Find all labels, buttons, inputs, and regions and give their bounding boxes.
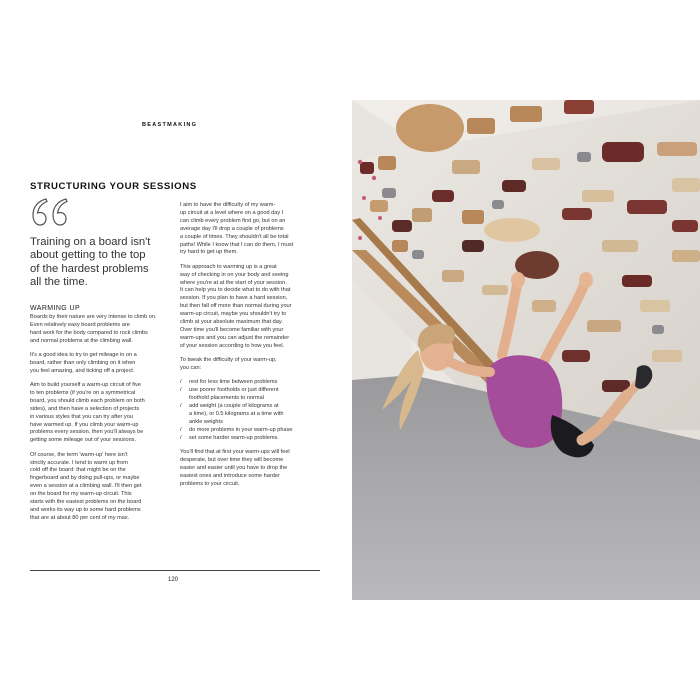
pull-quote (30, 236, 160, 290)
bullet-slash-icon: / (180, 387, 182, 394)
text-line: easiest ones and introduce some harder (180, 472, 280, 479)
text-line: It can help you to decide what to do with that (180, 287, 291, 294)
text-line: Over time you'll become familiar with your (180, 326, 284, 333)
text-line: in various styles that you can try after you (30, 413, 133, 420)
text-line: add weight (a couple of kilograms at (189, 403, 279, 410)
text-line: getting some mileage out of your sessions. (30, 437, 137, 444)
tweak-list (180, 379, 323, 442)
bullet-slash-icon: / (180, 379, 182, 386)
text-line: that are at about 80 per cent of my max. (30, 514, 130, 521)
quotation-mark-icon (30, 196, 70, 228)
text-line: session. If you plan to have a hard session, (180, 295, 288, 302)
section-title: STRUCTURING YOUR SESSIONS (30, 181, 197, 192)
text-line: even a session at a climbing wall. I'll then get (30, 483, 142, 490)
body-paragraph (30, 452, 170, 523)
right-paragraphs-after (180, 449, 323, 489)
text-line: foothold placements to normal (189, 395, 264, 402)
bullet-slash-icon: / (180, 434, 182, 441)
subheading: WARMING UP (30, 305, 81, 312)
text-line: on the board for my warm-up circuit. This (30, 491, 132, 498)
text-line: Boards by their nature are very intense to climb on. (30, 313, 157, 320)
text-line: where you're at at the start of your session. (180, 279, 287, 286)
text-line: to ten problems (if you're on a symmetrical (30, 389, 136, 396)
text-line: I aim to have the difficulty of my warm- (180, 202, 276, 208)
text-line: cold off the board: that might be on the (30, 467, 126, 474)
text-line: Aim to build yourself a warm-up circuit of five (30, 382, 141, 389)
text-line: It's a good idea to try to get mileage in on a (30, 351, 137, 358)
text-line: easier and easier until you have to drop the (180, 464, 288, 471)
text-line: board, rather than only climbing on it when (30, 359, 136, 366)
text-line: starts with the easiest problems on the board (30, 499, 142, 506)
bullet-slash-icon: / (180, 426, 182, 433)
pull-quote-line: all the time. (30, 276, 88, 289)
list-item (180, 379, 323, 387)
climber-on-board-image (352, 100, 700, 600)
text-line: paths! While I know that I can do them, I must (180, 241, 294, 248)
text-line: but then fall off more than normal during your (180, 303, 292, 310)
body-paragraph (180, 449, 323, 489)
left-text-column (30, 305, 170, 529)
text-line: of your session according to how you feel. (180, 342, 285, 349)
list-item (180, 435, 323, 443)
body-paragraph (180, 357, 323, 373)
text-line: and works its way up to some hard problems (30, 507, 141, 514)
body-paragraph (30, 382, 170, 445)
page-number: 120 (168, 577, 179, 583)
right-paragraphs-before (180, 202, 323, 373)
text-line: do more problems in your warm-up phase (189, 426, 293, 433)
text-line: and normal problems at the climbing wall. (30, 337, 133, 344)
text-line: a couple of times. They shouldn't all be total (180, 233, 289, 240)
text-line: ankle weights (189, 418, 223, 425)
text-line: set some harder warm-up problems. (189, 434, 279, 441)
text-line: Even relatively easy board problems are (30, 321, 130, 328)
body-paragraph (30, 352, 170, 376)
text-line: rest for less time between problems (189, 379, 278, 386)
board-climbing-photo (352, 100, 700, 600)
text-line: hard work for the body compared to rock climbs (30, 329, 148, 336)
right-text-column (180, 202, 323, 495)
pull-quote-line: Training on a board isn't (30, 236, 151, 248)
text-line: a time), or 0.5 kilograms at a time with (189, 410, 284, 417)
list-item (180, 403, 323, 427)
bullet-slash-icon: / (180, 403, 182, 410)
text-line: climb at your absolute maximum that day. (180, 319, 283, 326)
text-line: you can: (180, 365, 202, 371)
list-item (180, 387, 323, 403)
text-line: warm-ups and you can adjust the remainder (180, 334, 290, 341)
text-line: board, you should climb each problem on both (30, 397, 145, 404)
text-line: can climb every problem first go, but on an (180, 217, 286, 224)
text-line: Of course, the term 'warm-up' here isn't (30, 451, 128, 458)
text-line: warm-up circuit, maybe you shouldn't try to (180, 311, 287, 318)
pull-quote-line: about getting to the top (30, 249, 146, 262)
text-line: This approach to warming up is a great (180, 263, 277, 270)
text-line: You'll find that at first your warm-ups will feel (180, 448, 290, 455)
text-line: To tweak the difficulty of your warm-up, (180, 357, 277, 364)
text-line: desperate, but over time they will become (180, 456, 284, 463)
text-line: average day I'll drop a couple of problems (180, 225, 284, 232)
text-line: strictly accurate. I tend to warm up from (30, 459, 128, 466)
left-paragraphs (30, 314, 170, 523)
text-line: you feel amazing, and ticking off a project. (30, 367, 135, 374)
body-paragraph (180, 202, 323, 257)
text-line: use poorer footholds or just different (189, 387, 279, 394)
body-paragraph (180, 264, 323, 351)
body-paragraph (30, 314, 170, 346)
running-head: BEASTMAKING (142, 122, 198, 128)
text-line: way of checking in on your body and seeing (180, 271, 289, 278)
text-line: try hard to get up them. (180, 249, 238, 256)
text-line: fingerboard and by doing pull-ups, or maybe (30, 475, 140, 482)
pull-quote-line: of the hardest problems (30, 262, 149, 275)
list-item (180, 427, 323, 435)
text-line: problems to your circuit. (180, 480, 240, 487)
text-line: have warmed up. If you climb your warm-up (30, 421, 139, 428)
footer-rule (30, 570, 320, 571)
text-line: problems every session, then you'll always be (30, 429, 144, 436)
text-line: up circuit at a level where on a good day I (180, 209, 284, 216)
text-line: sides), and then have a selection of projects (30, 405, 140, 412)
